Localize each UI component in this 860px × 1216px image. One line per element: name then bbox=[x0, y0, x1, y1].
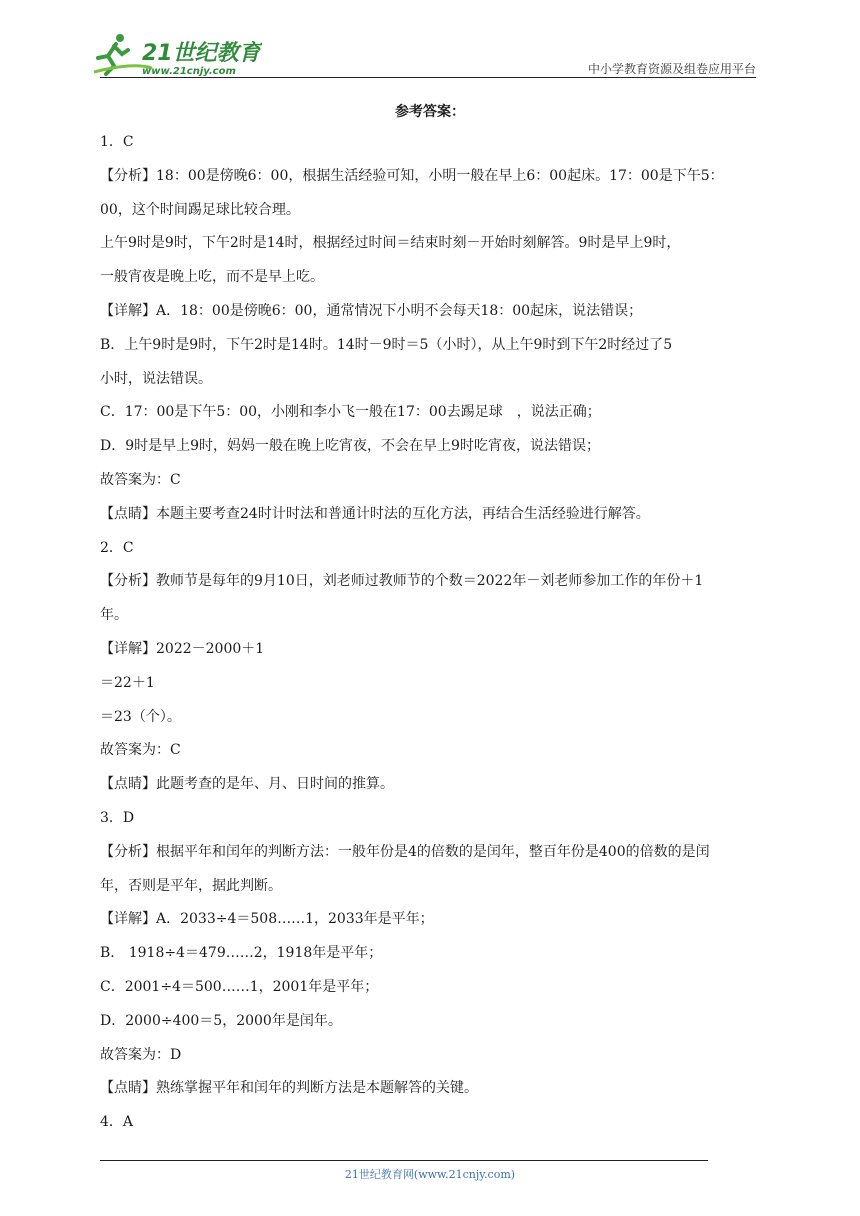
text-line: 【详解】A．2033÷4＝508……1，2033年是平年； bbox=[100, 911, 434, 928]
text-line: C．2001÷4＝500……1，2001年是平年； bbox=[100, 978, 379, 995]
text-line: C．17：00是下午5：00，小刚和李小飞一般在17：00去踢足球 ，说法正确； bbox=[100, 404, 601, 421]
text-line: 一般宵夜是晚上吃，而不是早上吃。 bbox=[100, 269, 324, 286]
text-line: 【点睛】此题考查的是年、月、日时间的推算。 bbox=[100, 776, 394, 793]
text-line: 上午9时是9时，下午2时是14时，根据经过时间＝结束时刻－开始时刻解答。9时是早上9时， bbox=[100, 235, 681, 252]
text-line: 【详解】A．18：00是傍晚6：00，通常情况下小明不会每天18：00起床，说法错误； bbox=[100, 302, 643, 319]
page-header bbox=[0, 0, 860, 82]
text-line: B．上午9时是9时，下午2时是14时。14时－9时＝5（小时），从上午9时到下午2时经过了5 bbox=[100, 336, 673, 353]
logo-url: www.21cnjy.com bbox=[142, 66, 236, 77]
page-title: 参考答案： bbox=[395, 104, 465, 120]
text-line: 故答案为：C bbox=[100, 742, 181, 759]
footer-rule bbox=[100, 1160, 708, 1161]
text-line: 年。 bbox=[100, 607, 128, 624]
text-line: D．9时是早上9时，妈妈一般在晚上吃宵夜，不会在早上9时吃宵夜，说法错误； bbox=[100, 438, 600, 455]
text-line: 00，这个时间踢足球比较合理。 bbox=[100, 201, 300, 218]
text-line: ＝22＋1 bbox=[100, 674, 155, 691]
text-line: 【分析】18：00是傍晚6：00，根据生活经验可知，小明一般在早上6：00起床。17：00是下午5： bbox=[100, 167, 724, 184]
header-rule bbox=[100, 77, 756, 78]
text-line: B． 1918÷4＝479……2，1918年是平年； bbox=[100, 945, 383, 962]
text-line: 【点睛】本题主要考查24时计时法和普通计时法的互化方法，再结合生活经验进行解答。 bbox=[100, 505, 650, 522]
text-line: 4．A bbox=[100, 1114, 134, 1131]
text-line: D．2000÷400＝5，2000年是闰年。 bbox=[100, 1012, 342, 1029]
logo-text: 21世纪教育 bbox=[142, 41, 261, 66]
text-line: 【分析】根据平年和闰年的判断方法：一般年份是4的倍数的是闰年，整百年份是400的倍数的是闰 bbox=[100, 843, 710, 860]
text-line: ＝23（个）。 bbox=[100, 708, 181, 725]
text-line: 【分析】教师节是每年的9月10日，刘老师过教师节的个数＝2022年－刘老师参加工作的年份＋1 bbox=[100, 573, 704, 590]
logo bbox=[92, 32, 262, 78]
text-line: 故答案为：D bbox=[100, 1046, 182, 1063]
text-line: 故答案为：C bbox=[100, 471, 181, 488]
answer-content bbox=[100, 126, 760, 1140]
text-line: 1．C bbox=[100, 134, 134, 150]
text-line: 年，否则是平年，据此判断。 bbox=[100, 877, 282, 894]
page-footer: 21世纪教育网(www.21cnjy.com) bbox=[344, 1168, 516, 1181]
text-line: 2．C bbox=[100, 539, 134, 556]
text-line: 3．D bbox=[100, 809, 135, 826]
text-line: 小时，说法错误。 bbox=[100, 370, 212, 387]
text-line: 【详解】2022－2000＋1 bbox=[100, 640, 265, 657]
platform-name: 中小学教育资源及组卷应用平台 bbox=[587, 62, 756, 76]
text-line: 【点睛】熟练掌握平年和闰年的判断方法是本题解答的关键。 bbox=[100, 1080, 478, 1097]
